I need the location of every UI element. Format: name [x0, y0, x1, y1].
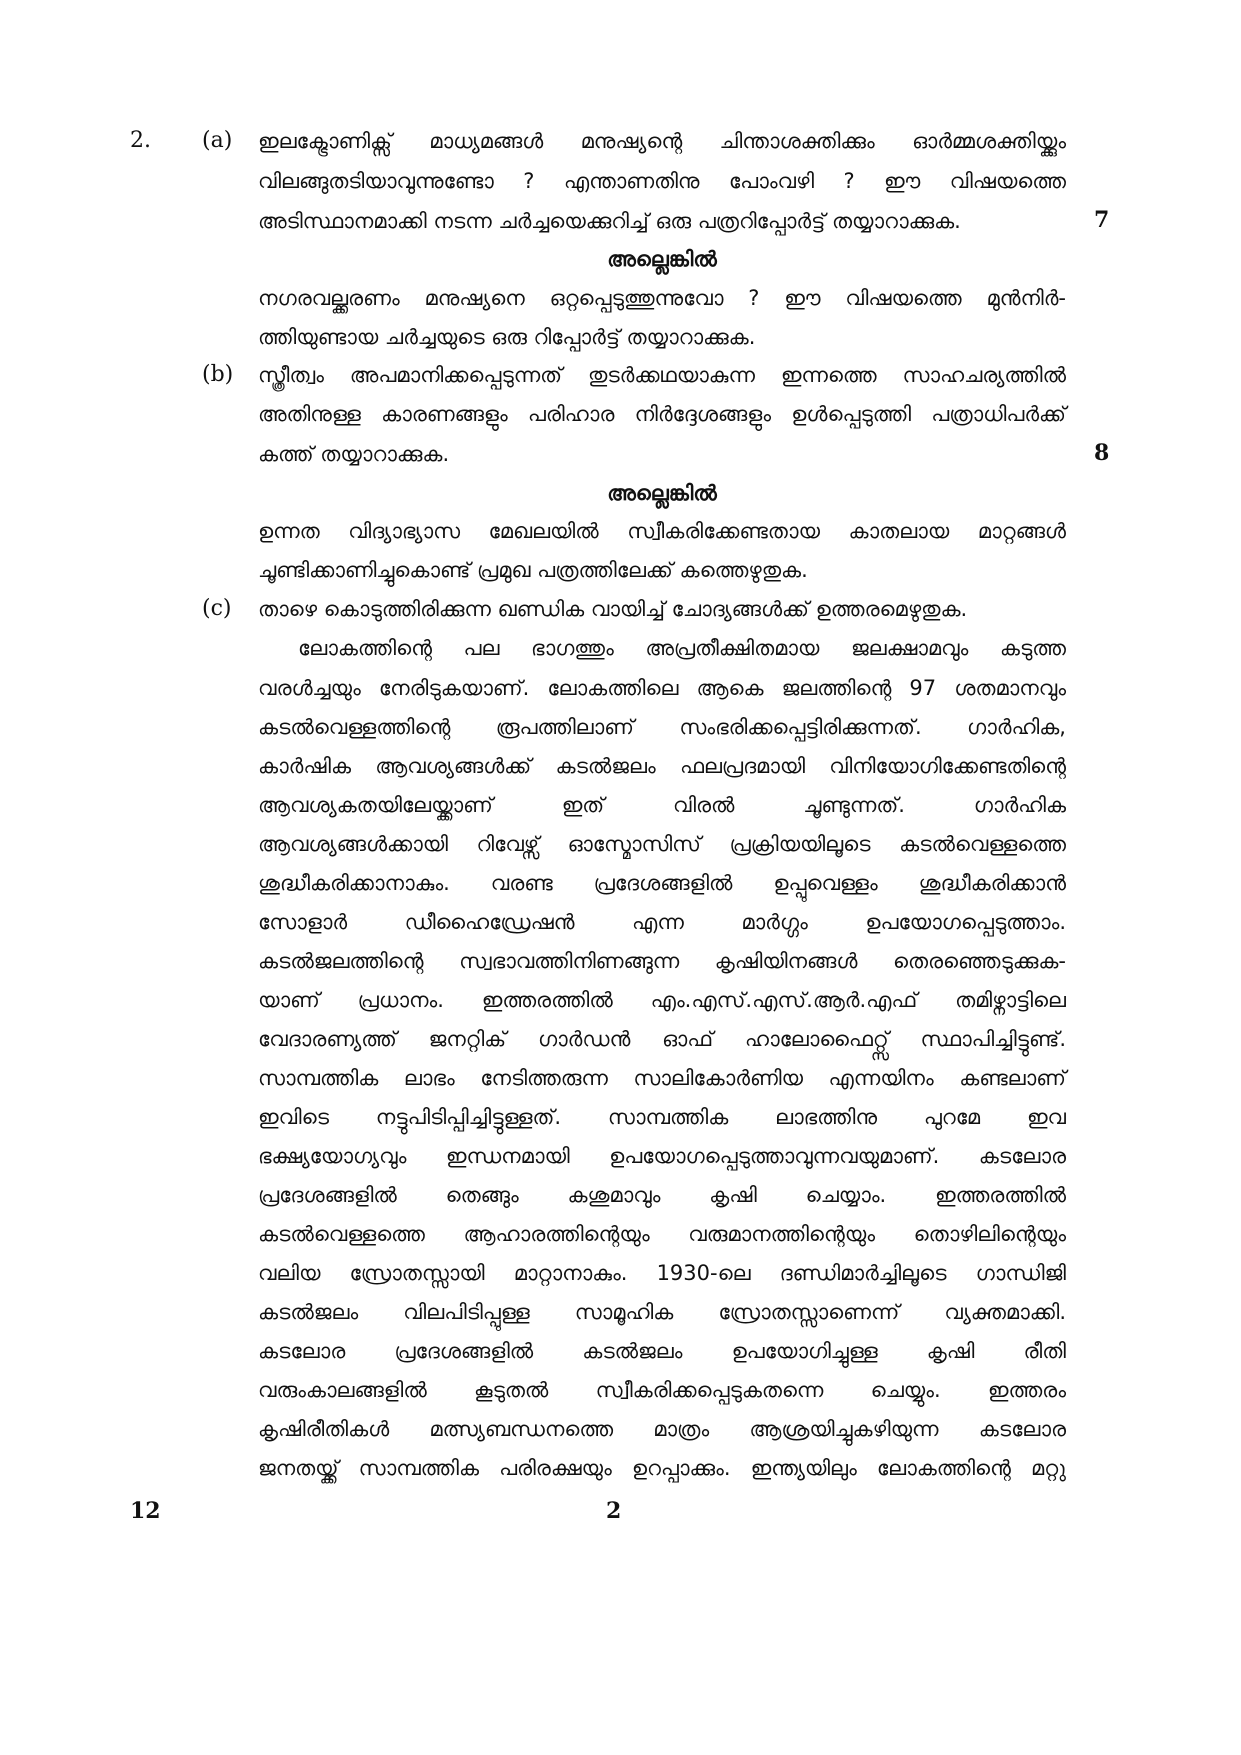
passage-line: സാമ്പത്തിക ലാഭം നേടിത്തരുന്ന സാലികോർണിയ എന്നയിനം കണ്ടലാണ്: [258, 1066, 1066, 1090]
passage-line: കൃഷിരീതികൾ മത്സ്യബന്ധനത്തെ മാത്രം ആശ്രയിച്ചുകഴിയുന്ന കടലോര: [258, 1417, 1066, 1441]
passage-line: കടലോര പ്രദേശങ്ങളിൽ കടൽജലം ഉപയോഗിച്ചുള്ള കൃഷി രീതി: [258, 1339, 1066, 1363]
or-label-a: അല്ലെങ്കിൽ: [607, 247, 717, 271]
subquestion-a-label: (a): [202, 128, 233, 153]
passage-line: കടൽവെള്ളത്തിന്റെ രൂപത്തിലാണ് സംഭരിക്കപ്പെട്ടിരിക്കുന്നത്. ഗാർഹിക,: [258, 715, 1066, 739]
subquestion-b-alt-line: ചൂണ്ടിക്കാണിച്ചുകൊണ്ട് പ്രമുഖ പത്രത്തിലേക്ക് കത്തെഴുതുക.: [258, 558, 808, 582]
passage-line: ഭക്ഷ്യയോഗ്യവും ഇന്ധനമായി ഉപയോഗപ്പെടുത്താവുന്നവയുമാണ്. കടലോര: [258, 1144, 1066, 1168]
passage-line: ആവശ്യകതയിലേയ്ക്കാണ് ഇത് വിരൽ ചൂണ്ടുന്നത്. ഗാർഹിക: [258, 793, 1066, 817]
subquestion-a-alt-line: നഗരവല്ക്കരണം മനുഷ്യനെ ഒറ്റപ്പെടുത്തുന്നുവോ ? ഈ വിഷയത്തെ മുൻനിർ-: [258, 286, 1066, 310]
passage-line: ജനതയ്ക്ക് സാമ്പത്തിക പരിരക്ഷയും ഉറപ്പാക്കും. ഇന്ത്യയിലും ലോകത്തിന്റെ മറ്റു: [258, 1456, 1066, 1480]
subquestion-c-label: (c): [202, 596, 232, 621]
passage-line: ലോകത്തിന്റെ പല ഭാഗത്തും അപ്രതീക്ഷിതമായ ജലക്ഷാമവും കടുത്ത: [298, 636, 1066, 660]
passage-line: ശുദ്ധീകരിക്കാനാകും. വരണ്ട പ്രദേശങ്ങളിൽ ഉപ്പുവെള്ളം ശുദ്ധീകരിക്കാൻ: [258, 871, 1066, 895]
subquestion-a-line: വിലങ്ങുതടിയാവുന്നുണ്ടോ ? എന്താണതിനു പോംവഴി ? ഈ വിഷയത്തെ: [258, 169, 1066, 193]
passage-line: വേദാരണ്യത്ത് ജനറ്റിക് ഗാർഡൻ ഓഫ് ഹാലോഫൈറ്റ്സ് സ്ഥാപിച്ചിട്ടുണ്ട്.: [258, 1027, 1066, 1051]
passage-line: ആവശ്യങ്ങൾക്കായി റിവേഴ്സ് ഓസ്മോസിസ് പ്രക്രിയയിലൂടെ കടൽവെള്ളത്തെ: [258, 832, 1066, 856]
passage-line: യാണ് പ്രധാനം. ഇത്തരത്തിൽ എം.എസ്.എസ്.ആർ.എഫ് തമിഴ്നാട്ടിലെ: [258, 988, 1066, 1012]
subquestion-a-line: അടിസ്ഥാനമാക്കി നടന്ന ചർച്ചയെക്കുറിച്ച് ഒരു പത്രറിപ്പോർട്ട് തയ്യാറാക്കുക.: [258, 209, 961, 233]
passage-line: വരുംകാലങ്ങളിൽ കൂടുതൽ സ്വീകരിക്കപ്പെടുകതന്നെ ചെയ്യും. ഇത്തരം: [258, 1378, 1066, 1402]
subquestion-b-alt-line: ഉന്നത വിദ്യാഭ്യാസ മേഖലയിൽ സ്വീകരിക്കേണ്ടതായ കാതലായ മാറ്റങ്ങൾ: [258, 519, 1066, 543]
passage-line: കടൽജലം വിലപിടിപ്പുള്ള സാമൂഹിക സ്രോതസ്സാണെന്ന് വ്യക്തമാക്കി.: [258, 1300, 1066, 1324]
subquestion-c-instruction: താഴെ കൊടുത്തിരിക്കുന്ന ഖണ്ഡിക വായിച്ച് ചോദ്യങ്ങൾക്ക് ഉത്തരമെഴുതുക.: [258, 597, 968, 621]
page-number: 2: [606, 1498, 622, 1524]
passage-line: പ്രദേശങ്ങളിൽ തെങ്ങും കശുമാവും കൃഷി ചെയ്യാം. ഇത്തരത്തിൽ: [258, 1183, 1066, 1207]
subquestion-b-line: അതിനുള്ള കാരണങ്ങളും പരിഹാര നിർദ്ദേശങ്ങളും ഉൾപ്പെടുത്തി പത്രാധിപർക്ക്: [258, 402, 1066, 426]
passage-line: കടൽവെള്ളത്തെ ആഹാരത്തിന്റെയും വരുമാനത്തിന്റെയും തൊഴിലിന്റെയും: [258, 1222, 1066, 1246]
subquestion-b-line: സ്ത്രീത്വം അപമാനിക്കപ്പെടുന്നത് തുടർക്കഥയാകുന്ന ഇന്നത്തെ സാഹചര്യത്തിൽ: [258, 363, 1066, 387]
passage-line: വലിയ സ്രോതസ്സായി മാറ്റാനാകും. 1930-ലെ ദണ്ഡിമാർച്ചിലൂടെ ഗാന്ധിജി: [258, 1261, 1066, 1285]
passage-line: ഇവിടെ നട്ടുപിടിപ്പിച്ചിട്ടുള്ളത്. സാമ്പത്തിക ലാഭത്തിനു പുറമേ ഇവ: [258, 1105, 1066, 1129]
subquestion-b-label: (b): [202, 362, 234, 387]
passage-line: വരൾച്ചയും നേരിടുകയാണ്. ലോകത്തിലെ ആകെ ജലത്തിന്റെ 97 ശതമാനവും: [258, 676, 1066, 700]
passage-line: സോളാർ ഡീഹൈഡ്രേഷൻ എന്ന മാർഗ്ഗം ഉപയോഗപ്പെടുത്താം.: [258, 910, 1066, 934]
question-number: 2.: [130, 128, 151, 153]
marks-b: 8: [1094, 440, 1110, 466]
paper-code: 12: [130, 1498, 161, 1524]
subquestion-a-alt-line: ത്തിയുണ്ടായ ചർച്ചയുടെ ഒരു റിപ്പോർട്ട് തയ്യാറാക്കുക.: [258, 325, 756, 349]
marks-a: 7: [1094, 207, 1110, 233]
or-label-b: അല്ലെങ്കിൽ: [607, 481, 717, 505]
subquestion-b-line: കത്ത് തയ്യാറാക്കുക.: [258, 442, 450, 466]
subquestion-a-line: ഇലക്ട്രോണിക്സ് മാധ്യമങ്ങൾ മനുഷ്യന്റെ ചിന്താശക്തിക്കും ഓർമ്മശക്തിയ്ക്കും: [258, 129, 1066, 153]
passage-line: കാർഷിക ആവശ്യങ്ങൾക്ക് കടൽജലം ഫലപ്രദമായി വിനിയോഗിക്കേണ്ടതിന്റെ: [258, 754, 1066, 778]
passage-line: കടൽജലത്തിന്റെ സ്വഭാവത്തിനിണങ്ങുന്ന കൃഷിയിനങ്ങൾ തെരഞ്ഞെടുക്കുക-: [258, 949, 1066, 973]
